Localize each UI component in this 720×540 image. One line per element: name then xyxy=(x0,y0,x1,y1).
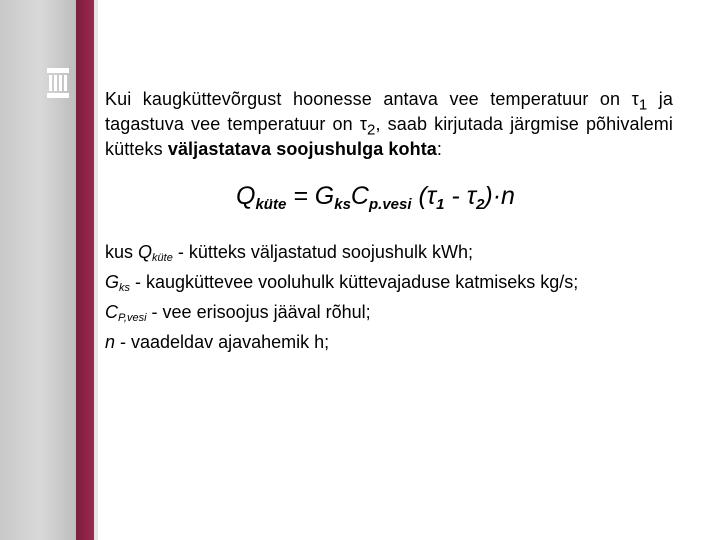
sidebar-divider xyxy=(94,0,98,540)
definition-n: n - vaadeldav ajavahemik h; xyxy=(105,332,330,352)
definitions-list xyxy=(105,240,685,354)
definition-g: Gks - kaugküttevee vooluhulk küttevajaduse katmiseks kg/s; xyxy=(105,272,579,294)
highlight-text: väljastatava soojushulga kohta xyxy=(167,139,437,159)
heat-formula: $Q_{küte} = G_{ks}C_{p.vesi}$ $(\tau_1 - \tau_2)\cdot n$ xyxy=(236,182,515,213)
intro-paragraph: Kui kaugküttevõrgust hoonesse antava vee temperatuur on $\tau_1$ ja tagastuva vee temperatuur on $\tau_2$, saab kirjutada järgmise põhivalemi kütteks väljastatava soojushulga kohta: xyxy=(105,89,673,159)
university-logo-icon xyxy=(47,68,69,98)
definition-q: kus Qküte - kütteks väljastatud soojushulk kWh; xyxy=(105,242,473,264)
accent-sidebar-bar xyxy=(76,0,94,540)
definition-c: CP,vesi - vee erisoojus jääval rõhul; xyxy=(105,302,371,324)
